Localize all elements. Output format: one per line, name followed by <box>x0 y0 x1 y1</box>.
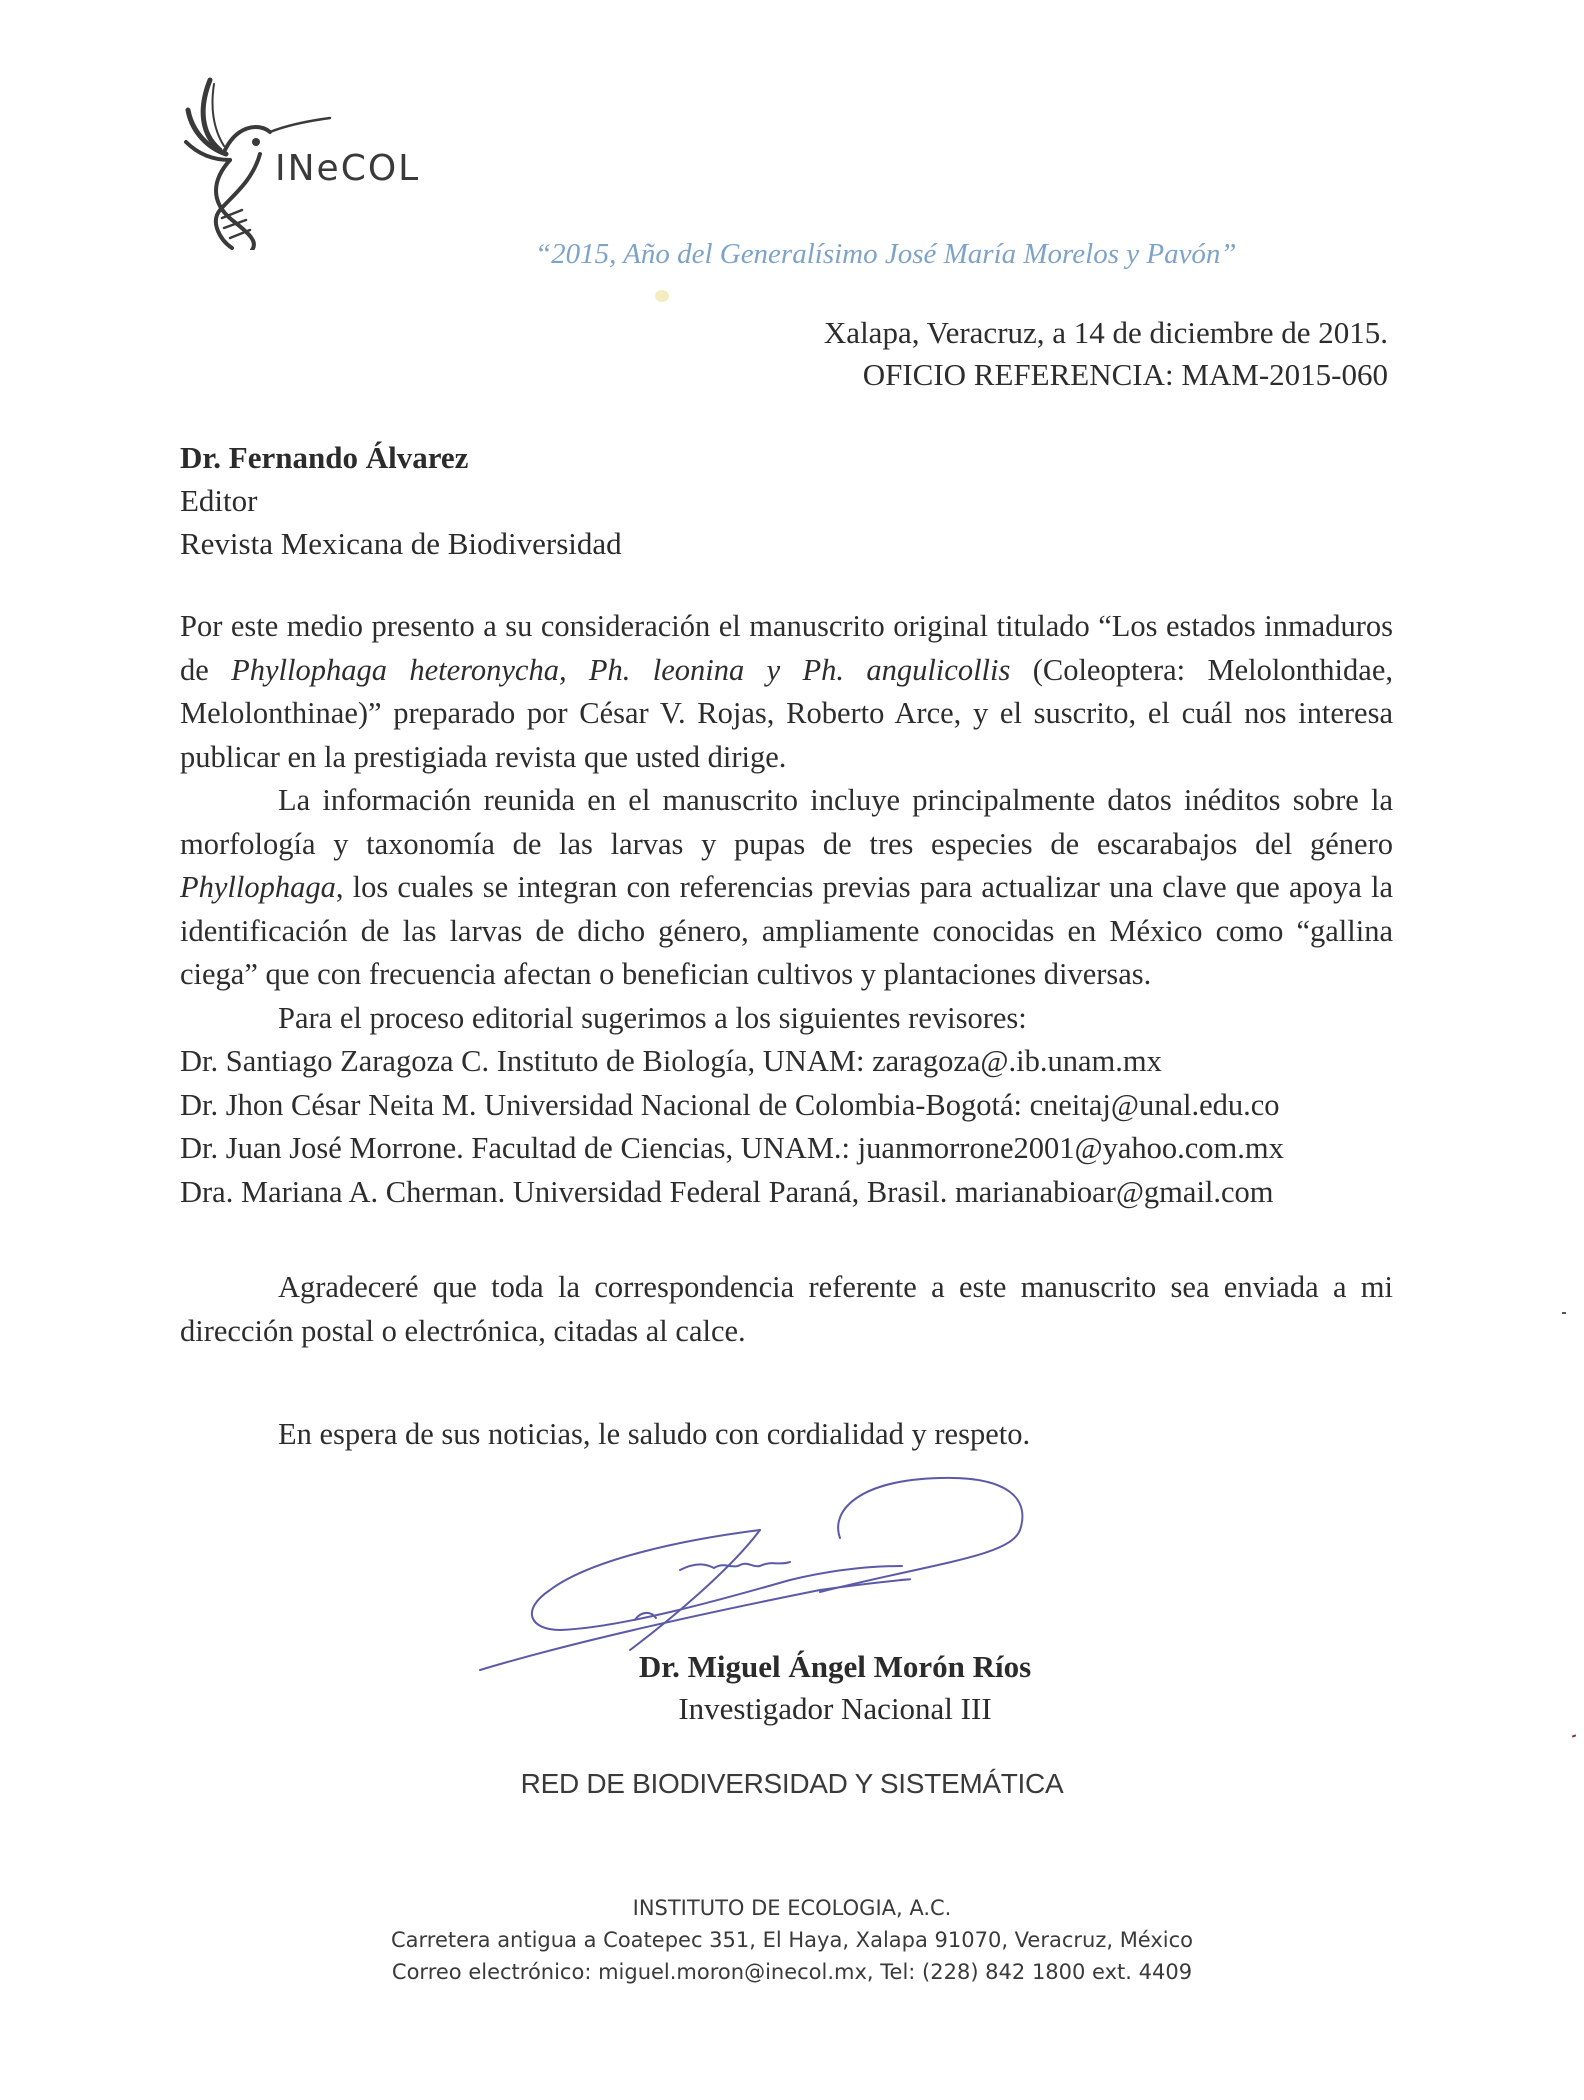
date-reference-block <box>824 312 1388 396</box>
text-run: (Coleoptera: Melolonthidae, Melolonthinae)” preparado por César V. Rojas, Roberto Arce, y el suscrito, el cuál nos interesa publicar en la prestigiada revista que usted dirige. <box>180 652 1393 774</box>
inecol-logo <box>180 70 450 250</box>
network-name: RED DE BIODIVERSIDAD Y SISTEMÁTICA <box>520 1768 1064 1799</box>
letter-body <box>180 605 1393 1457</box>
scan-speck <box>1562 1312 1566 1314</box>
institution-footer <box>0 1892 1584 1988</box>
paper-stain <box>655 290 669 302</box>
text-run: Por este medio presento a su consideración el manuscrito original titulado “Los estados inmaduros de <box>180 609 1393 687</box>
addressee-block <box>180 436 622 565</box>
scan-speck <box>1572 1734 1576 1737</box>
reviewer-item: Dr. Juan José Morrone. Facultad de Ciencias, UNAM.: juanmorrone2001@yahoo.com.mx <box>180 1131 1284 1165</box>
reviewer-item: Dra. Mariana A. Cherman. Universidad Federal Paraná, Brasil. marianabioar@gmail.com <box>180 1174 1274 1209</box>
place-date: Xalapa, Veracruz, a 14 de diciembre de 2015. <box>823 315 1388 350</box>
reviewer-item: Dr. Santiago Zaragoza C. Instituto de Biología, UNAM: zaragoza@.ib.unam.mx <box>180 1044 1162 1078</box>
signer-block <box>625 1646 1045 1730</box>
genus-name: Phyllophaga <box>180 870 336 904</box>
paragraph-3-intro: Para el proceso editorial sugerimos a los siguientes revisores: <box>278 1000 1027 1035</box>
species-names: Phyllophaga heteronycha, Ph. leonina y Ph. angulicollis <box>231 652 1011 687</box>
paragraph-1 <box>180 605 1393 779</box>
signer-title: Investigador Nacional III <box>678 1691 992 1726</box>
institute-address: Carretera antigua a Coatepec 351, El Haya, Xalapa 91070, Veracruz, México <box>390 1928 1194 1952</box>
reviewer-item: Dr. Jhon César Neita M. Universidad Nacional de Colombia-Bogotá: cneitaj@unal.edu.co <box>180 1087 1280 1122</box>
contact-info: Correo electrónico: miguel.moron@inecol.mx, Tel: (228) 842 1800 ext. 4409 <box>391 1960 1193 1984</box>
text-run: , los cuales se integran con referencias previas para actualizar una clave que apoya la identificación de las larvas de dicho género, ampliamente conocidas en México como “gallina ciega” que con frecuencia afectan o benefician cultivos y plantaciones diversas. <box>180 870 1393 991</box>
addressee-organization: Revista Mexicana de Biodiversidad <box>180 526 622 561</box>
logo-wordmark: INeCOL <box>275 148 421 189</box>
addressee-name: Dr. Fernando Álvarez <box>180 440 469 475</box>
paragraph-4: Agradeceré que toda la correspondencia referente a este manuscrito sea enviada a mi dirección postal o electrónica, citadas al calce. <box>180 1270 1393 1348</box>
closing-line: En espera de sus noticias, le saludo con cordialidad y respeto. <box>278 1417 1031 1451</box>
addressee-role: Editor <box>180 483 258 518</box>
reference-number: OFICIO REFERENCIA: MAM-2015-060 <box>862 357 1388 392</box>
institute-name: INSTITUTO DE ECOLOGIA, A.C. <box>632 1896 952 1920</box>
motto: “2015, Año del Generalísimo José María Morelos y Pavón” <box>535 238 1237 270</box>
signer-name: Dr. Miguel Ángel Morón Ríos <box>638 1649 1032 1684</box>
text-run: La información reunida en el manuscrito incluye principalmente datos inéditos sobre la morfología y taxonomía de las larvas y pupas de tres especies de escarabajos del género <box>180 783 1393 861</box>
paragraph-2 <box>180 779 1393 997</box>
